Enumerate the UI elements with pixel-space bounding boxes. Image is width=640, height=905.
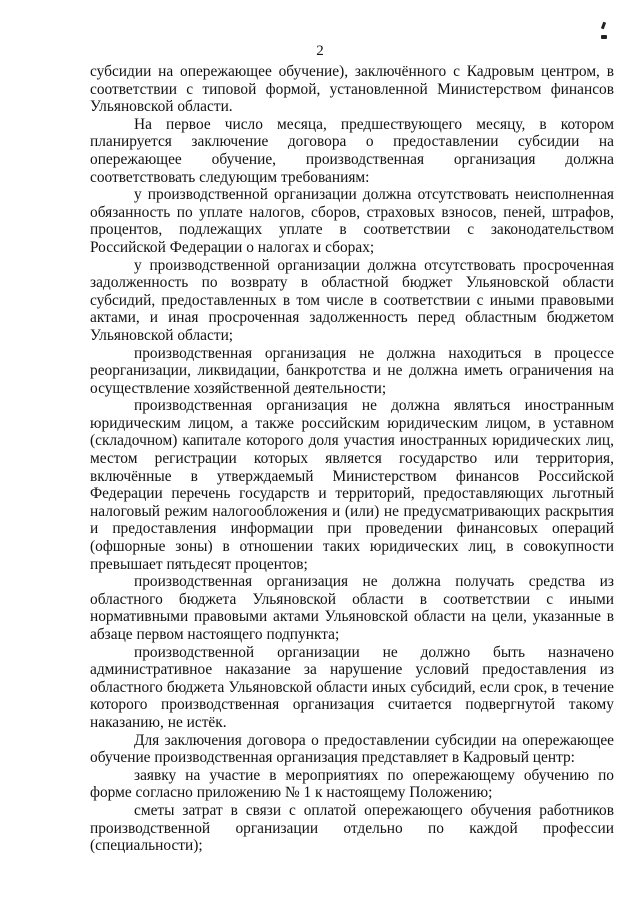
paragraph: у производственной организации должна отсутствовать неисполненная обязанность по уплате налогов, сборов, страховых взносов, пеней, штрафов, процентов, подлежащих уплате в соответствии с законодательством Российской Федерации о налогах и сборах; xyxy=(90,186,614,256)
paragraph: заявку на участие в мероприятиях по опережающему обучению по форме согласно приложению № 1 к настоящему Положению; xyxy=(90,766,614,802)
paragraph: Для заключения договора о предоставлении субсидии на опережающее обучение производственная организация представляет в Кадровый центр: xyxy=(90,731,614,767)
paragraph: сметы затрат в связи с оплатой опережающего обучения работников производственной организации отдельно по каждой профессии (специальности); xyxy=(90,801,614,855)
page-number: 2 xyxy=(316,43,324,59)
corner-mark-tick xyxy=(601,22,606,30)
paragraph: производственная организация не должна являться иностранным юридическим лицом, а также российским юридическим лицом, в уставном (складочном) капитале которого доля участия иностранных юридических лиц, местом регистрации которых является государство или территория, включённые в утверждаемый Министерством финансов Российской Федерации перечень государств и территорий, предоставляющих льготный налоговый режим налогообложения и (или) не предусматривающих раскрытия и предоставления информации при проведении финансовых операций (офшорные зоны) в отношении таких юридических лиц, в совокупности превышает пятьдесят процентов; xyxy=(90,397,614,573)
corner-mark-dot xyxy=(601,35,607,39)
paragraph: субсидии на опережающее обучение), заключённого с Кадровым центром, в соответствии с типовой формой, установленной Министерством финансов Ульяновской области. xyxy=(90,63,614,116)
paragraph: На первое число месяца, предшествующего месяцу, в котором планируется заключение договора о предоставлении субсидии на опережающее обучение, производственная организация должна соответствовать следующим требованиям: xyxy=(90,115,614,186)
paragraph: производственная организация не должна получать средства из областного бюджета Ульяновской области в соответствии с иными нормативными правовыми актами Ульяновской области на цели, указанные в абзаце первом настоящего подпункта; xyxy=(90,573,614,643)
paragraph: производственной организации не должно быть назначено административное наказание за нарушение условий предоставления из областного бюджета Ульяновской области иных субсидий, если срок, в течение которого производственная организация считается подвергнутой такому наказанию, не истёк. xyxy=(90,643,614,731)
document-body xyxy=(90,63,614,855)
paragraph: у производственной организации должна отсутствовать просроченная задолженность по возврату в областной бюджет Ульяновской области субсидий, предоставленных в том числе в соответствии с иными правовыми актами, и иная просроченная задолженность перед областным бюджетом Ульяновской области; xyxy=(90,256,614,344)
paragraph: производственная организация не должна находиться в процессе реорганизации, ликвидации, банкротства и не должна иметь ограничения на осуществление хозяйственной деятельности; xyxy=(90,344,614,397)
